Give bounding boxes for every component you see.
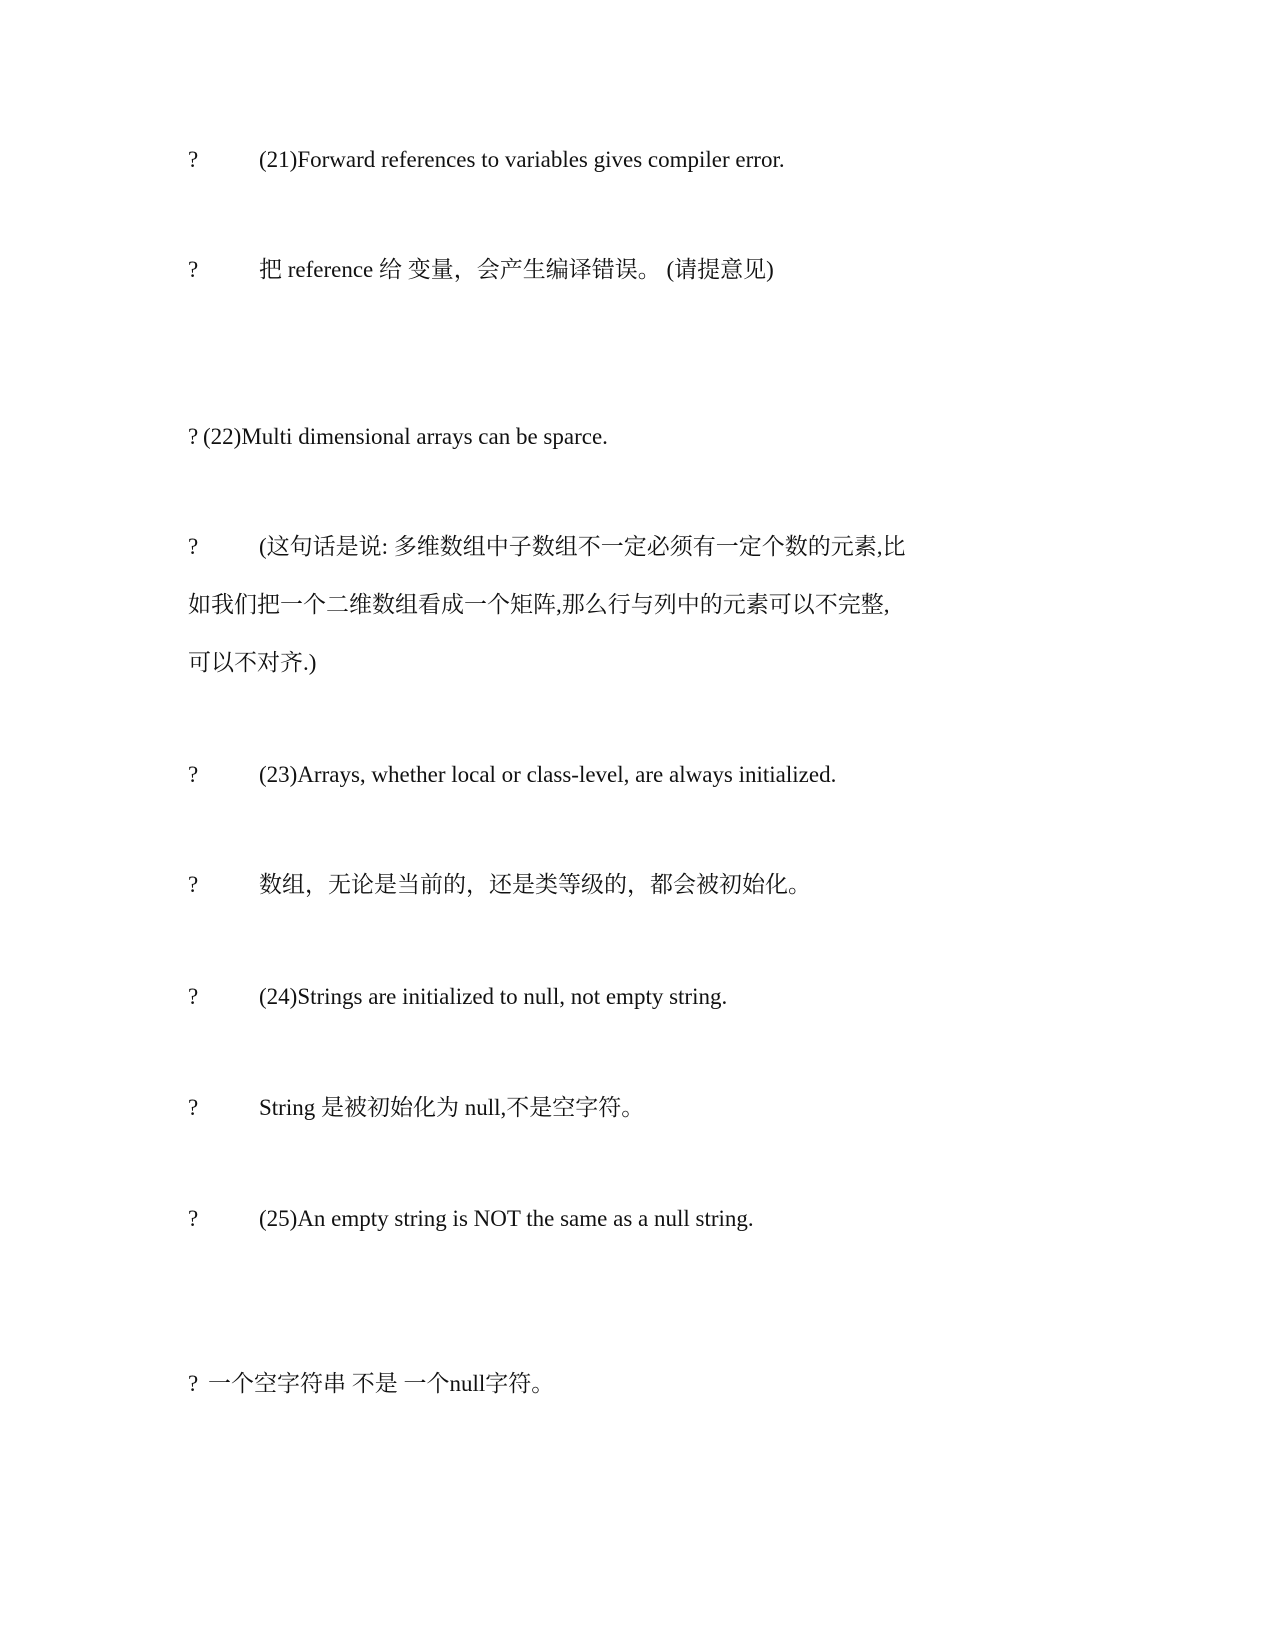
item-text: (23)Arrays, whether local or class-level, are always initialized. [259, 762, 837, 787]
item-text: 数组，无论是当前的，还是类等级的，都会被初始化。 [259, 872, 811, 897]
bullet-marker: ? [188, 147, 199, 172]
bullet-marker: ? [188, 1371, 199, 1396]
bullet-marker: ? [188, 1206, 199, 1231]
item-text: 把 reference 给 变量，会产生编译错误。 (请提意见) [259, 257, 774, 282]
item-text: 一个空字符串 不是 一个null字符。 [208, 1371, 555, 1396]
item-text: (这句话是说: 多维数组中子数组不一定必须有一定个数的元素,比 [259, 534, 906, 559]
item-text: String 是被初始化为 null,不是空字符。 [259, 1095, 645, 1120]
bullet-marker: ? [188, 257, 199, 282]
item-text: (24)Strings are initialized to null, not empty string. [259, 984, 728, 1009]
bullet-marker: ? [188, 872, 199, 897]
bullet-marker: ? [188, 534, 199, 559]
bullet-marker: ? [188, 984, 199, 1009]
bullet-marker: ? [188, 762, 199, 787]
item-text: 可以不对齐.) [188, 650, 317, 675]
item-text: (22)Multi dimensional arrays can be sparce. [203, 424, 608, 449]
item-text: (21)Forward references to variables gives compiler error. [259, 147, 785, 172]
bullet-marker: ? [188, 424, 199, 449]
item-text: 如我们把一个二维数组看成一个矩阵,那么行与列中的元素可以不完整, [188, 592, 890, 617]
bullet-marker: ? [188, 1095, 199, 1120]
item-text: (25)An empty string is NOT the same as a null string. [259, 1206, 754, 1231]
